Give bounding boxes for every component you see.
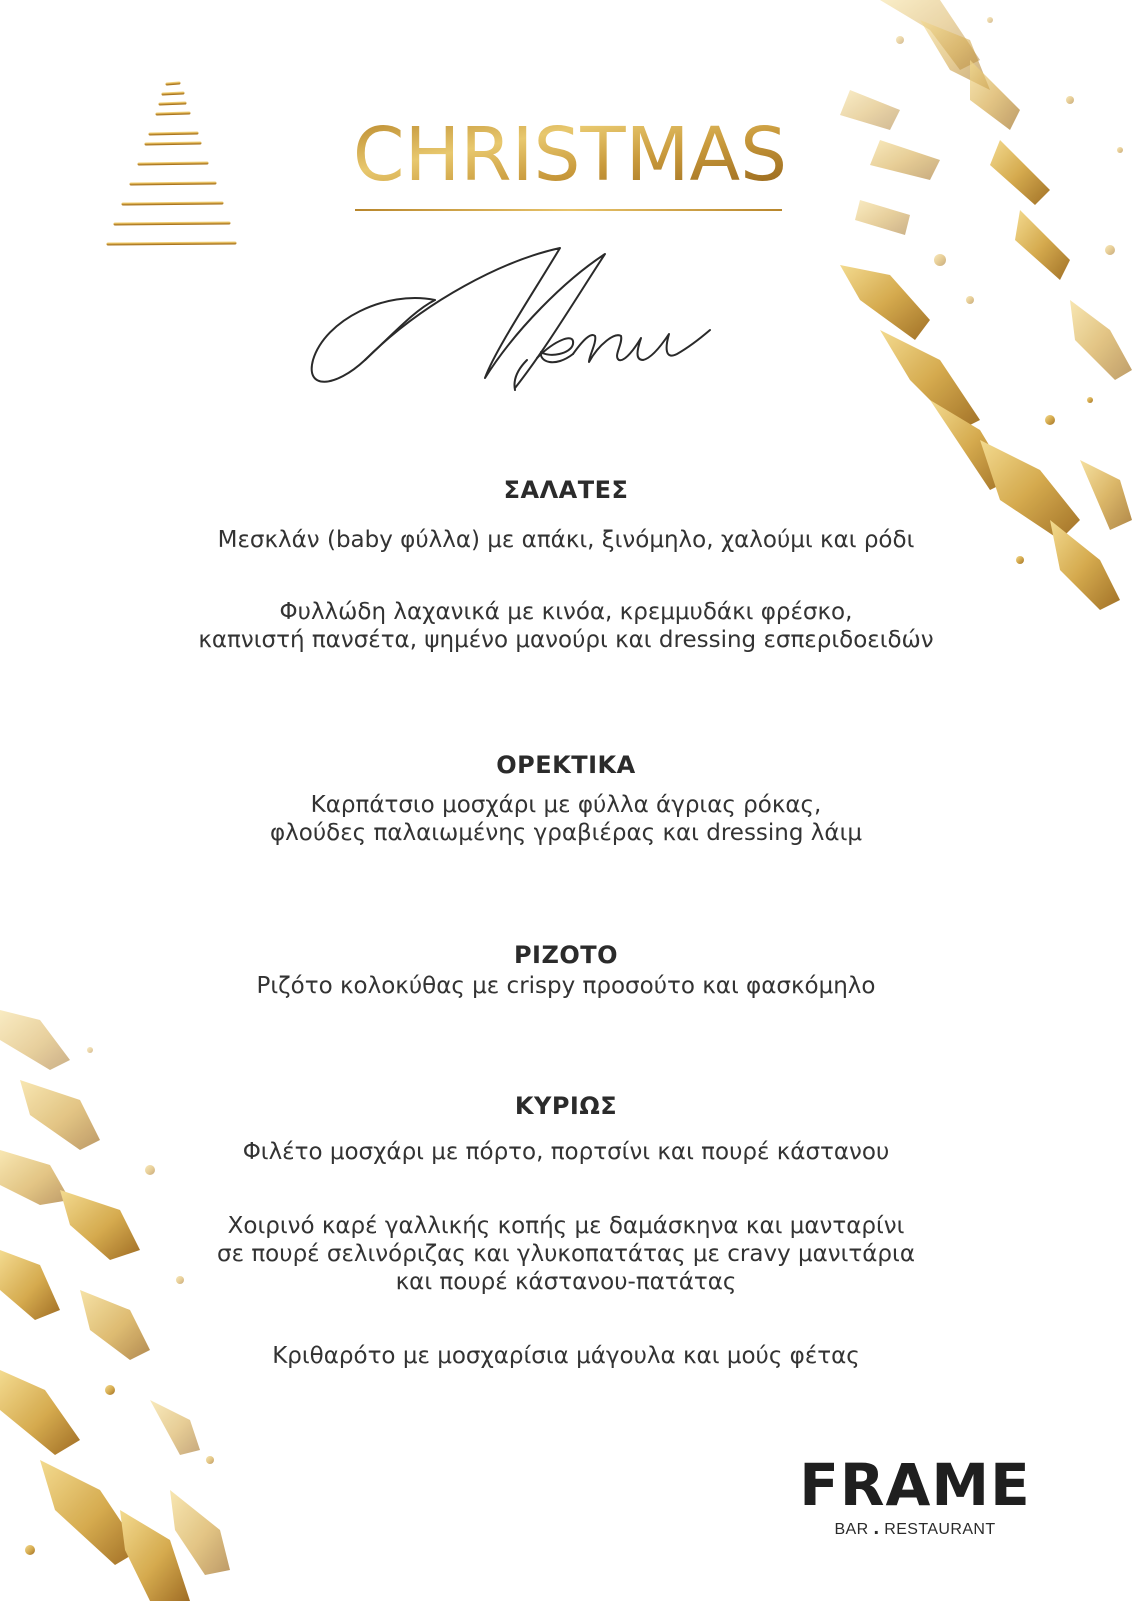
section-title: ΡΙΖΟΤΟ <box>513 941 619 969</box>
dish-item: Κριθαρότο με μοσχαρίσια μάγουλα και μούς φέτας <box>272 1343 860 1369</box>
dish-item: Χοιρινό καρέ γαλλικής κοπής με δαμάσκηνα και μανταρίνι σε πουρέ σελινόριζας και γλυκοπατάτας με cravy μανιτάρια και πουρέ κάστανου-πατάτας <box>217 1213 915 1295</box>
script-menu-heading <box>305 240 735 410</box>
dish-item: Καρπάτσιο μοσχάρι με φύλλα άγριας ρόκας, φλούδες παλαιωμένης γραβιέρας και dressing λάιμ <box>270 792 862 846</box>
title-text: CHRISTMAS <box>352 112 788 194</box>
section-salads <box>0 476 1132 654</box>
section-risotto <box>0 941 1132 1000</box>
section-title: ΟΡΕΚΤΙΚΑ <box>496 751 636 779</box>
dish-item: Φιλέτο μοσχάρι με πόρτο, πορτσίνι και πουρέ κάστανου <box>242 1139 890 1165</box>
logo-restaurant-label: RESTAURANT <box>884 1521 996 1538</box>
logo-tagline <box>795 1517 1035 1540</box>
page-title <box>250 108 890 194</box>
frame-logo <box>795 1451 1035 1540</box>
dish-item: Ριζότο κολοκύθας με crispy προσούτο και φασκόμηλο <box>256 973 876 999</box>
section-title: ΣΑΛΑΤΕΣ <box>503 476 629 504</box>
logo-bar-label: BAR <box>834 1521 869 1538</box>
christmas-tree-icon <box>105 70 240 260</box>
section-title: ΚΥΡΙΩΣ <box>514 1092 618 1120</box>
title-divider <box>355 209 782 211</box>
dish-item: Φυλλώδη λαχανικά με κινόα, κρεμμυδάκι φρέσκο, καπνιστή πανσέτα, ψημένο μανούρι και dressing εσπεριδοειδών <box>198 599 934 653</box>
section-appetizers <box>0 751 1132 847</box>
section-main-courses <box>0 1092 1132 1370</box>
dish-item: Μεσκλάν (baby φύλλα) με απάκι, ξινόμηλο, χαλούμι και ρόδι <box>217 527 915 553</box>
logo-dot: . <box>873 1517 880 1539</box>
logo-name: FRAME <box>799 1451 1031 1519</box>
